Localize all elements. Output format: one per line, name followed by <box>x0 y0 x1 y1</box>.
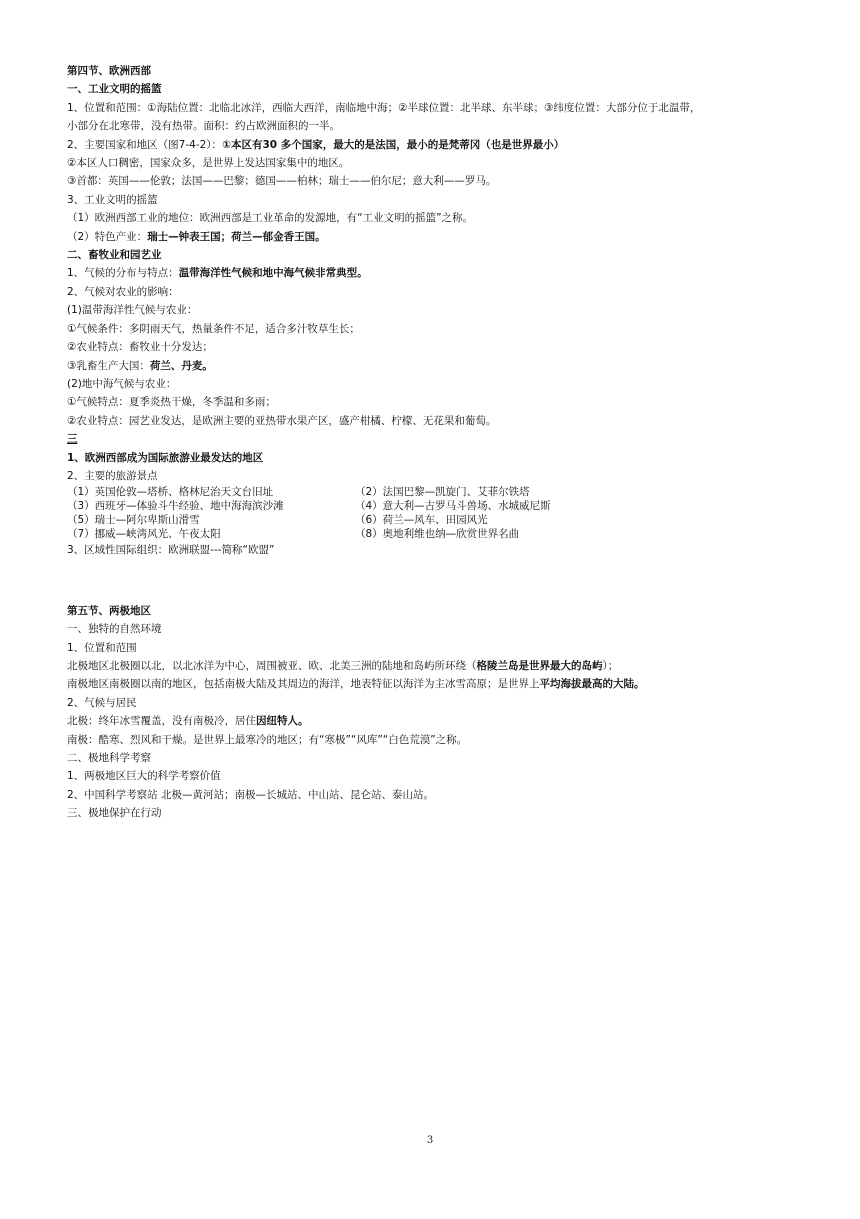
section-title: 第五节、两极地区 <box>67 604 151 617</box>
list-item: （7）挪威—峡湾风光、午夜太阳 <box>67 528 221 541</box>
bold-text: 瑞士—钟表王国；荷兰—郁金香王国。 <box>147 230 326 243</box>
paragraph: 3、工业文明的摇篮 <box>67 193 158 206</box>
bold-text: 因纽特人。 <box>256 715 309 728</box>
bold-text: 荷兰、丹麦。 <box>149 359 213 372</box>
heading: 一、工业文明的摇篮 <box>67 83 162 96</box>
text: 北极：终年冰雪覆盖，没有南极冷，居住 <box>67 715 256 728</box>
paragraph <box>67 712 807 730</box>
text: 南极地区南极圈以南的地区，包括南极大陆及其周边的海洋，地表特征以海洋为主冰雪高原；是世界上 <box>67 678 540 691</box>
list-item: （5）瑞士—阿尔卑斯山滑雪 <box>67 514 200 527</box>
paragraph: ②本区人口稠密，国家众多，是世界上发达国家集中的地区。 <box>67 157 350 170</box>
text: ③乳畜生产大国： <box>67 359 150 372</box>
paragraph: (1)温带海洋性气候与农业： <box>67 304 198 317</box>
list-item: （1）英国伦敦—塔桥、格林尼治天文台旧址 <box>67 486 274 499</box>
paragraph: 2、气候与居民 <box>67 696 137 709</box>
bold-text: 格陵兰岛是世界最大的岛屿 <box>476 659 603 672</box>
heading: 二、畜牧业和园艺业 <box>67 249 162 262</box>
paragraph <box>67 357 807 375</box>
bold-text: 平均海拔最高的大陆。 <box>539 678 645 691</box>
list-item: （6）荷兰—风车、田园风光 <box>355 514 488 527</box>
paragraph: 1、两极地区巨大的科学考察价值 <box>67 770 221 783</box>
paragraph <box>67 136 807 154</box>
list-item: （2）法国巴黎—凯旋门、艾菲尔铁塔 <box>355 486 530 499</box>
section-title: 第四节、欧洲西部 <box>67 65 151 77</box>
bold-text: 温带海洋性气候和地中海气候非常典型。 <box>178 267 368 280</box>
list-item: （4）意大利—古罗马斗兽场、水城威尼斯 <box>355 500 551 513</box>
paragraph: 2、气候对农业的影响： <box>67 285 179 298</box>
tourist-spots-list <box>67 485 807 541</box>
paragraph: (2)地中海气候与农业： <box>67 377 177 390</box>
heading: 二、极地科学考察 <box>67 752 151 764</box>
heading: 一、独特的自然环境 <box>67 623 162 636</box>
paragraph: ②农业特点：畜牧业十分发达； <box>67 341 213 354</box>
page-number: 3 <box>426 1135 434 1146</box>
paragraph: 1、位置和范围：①海陆位置：北临北冰洋，西临大西洋，南临地中海；②半球位置：北半球、东半球；③纬度位置：大部分位于北温带， <box>67 101 701 114</box>
paragraph <box>67 228 807 246</box>
paragraph <box>67 675 807 693</box>
list-item: （3）西班牙—体验斗牛经验、地中海海滨沙滩 <box>67 500 284 513</box>
page-content <box>67 62 807 823</box>
paragraph: 1、位置和范围 <box>67 641 137 654</box>
paragraph <box>67 657 807 675</box>
paragraph: ①气候条件：多阴雨天气，热量条件不足，适合多汁牧草生长； <box>67 322 360 335</box>
paragraph: 小部分在北寒带，没有热带。面积：约占欧洲面积的一半。 <box>67 120 340 133</box>
paragraph: 1、欧洲西部成为国际旅游业最发达的地区 <box>67 451 264 464</box>
paragraph: 2、中国科学考察站 北极—黄河站；南极—长城站、中山站、昆仑站、泰山站。 <box>67 788 435 801</box>
spacer <box>67 560 807 602</box>
paragraph: ②农业特点：园艺业发达，是欧洲主要的亚热带水果产区，盛产柑橘、柠檬、无花果和葡萄。 <box>67 414 497 427</box>
paragraph: 南极：酷寒、烈风和干燥。是世界上最寒冷的地区；有“寒极”“风库”“白色荒漠”之称。 <box>67 733 468 746</box>
paragraph: 2、主要的旅游景点 <box>67 469 158 482</box>
text: 2、主要国家和地区（图7-4-2）： <box>67 138 223 151</box>
text: 北极地区北极圈以北，以北冰洋为中心，周围被亚、欧、北美三洲的陆地和岛屿所环绕（ <box>67 659 477 672</box>
heading: 三 <box>67 433 78 446</box>
bold-text: ①本区有30 多个国家，最大的是法国，最小的是梵蒂冈（也是世界最小） <box>222 138 565 151</box>
paragraph: ③首都：英国——伦敦；法国——巴黎；德国——柏林；瑞士——伯尔尼；意大利——罗马。 <box>67 175 497 188</box>
heading: 三、极地保护在行动 <box>67 807 162 820</box>
paragraph: （1）欧洲西部工业的地位：欧洲西部是工业革命的发源地，有“工业文明的摇篮”之称。 <box>67 212 474 225</box>
paragraph: 3、区域性国际组织：欧洲联盟---简称“欧盟” <box>67 544 275 557</box>
text: ）； <box>602 659 619 672</box>
paragraph <box>67 264 807 282</box>
list-item: （8）奥地利维也纳—欣赏世界名曲 <box>355 528 520 541</box>
paragraph: ①气候特点：夏季炎热干燥，冬季温和多雨； <box>67 396 276 409</box>
text: 1、气候的分布与特点： <box>67 267 179 280</box>
text: （2）特色产业： <box>67 230 148 243</box>
